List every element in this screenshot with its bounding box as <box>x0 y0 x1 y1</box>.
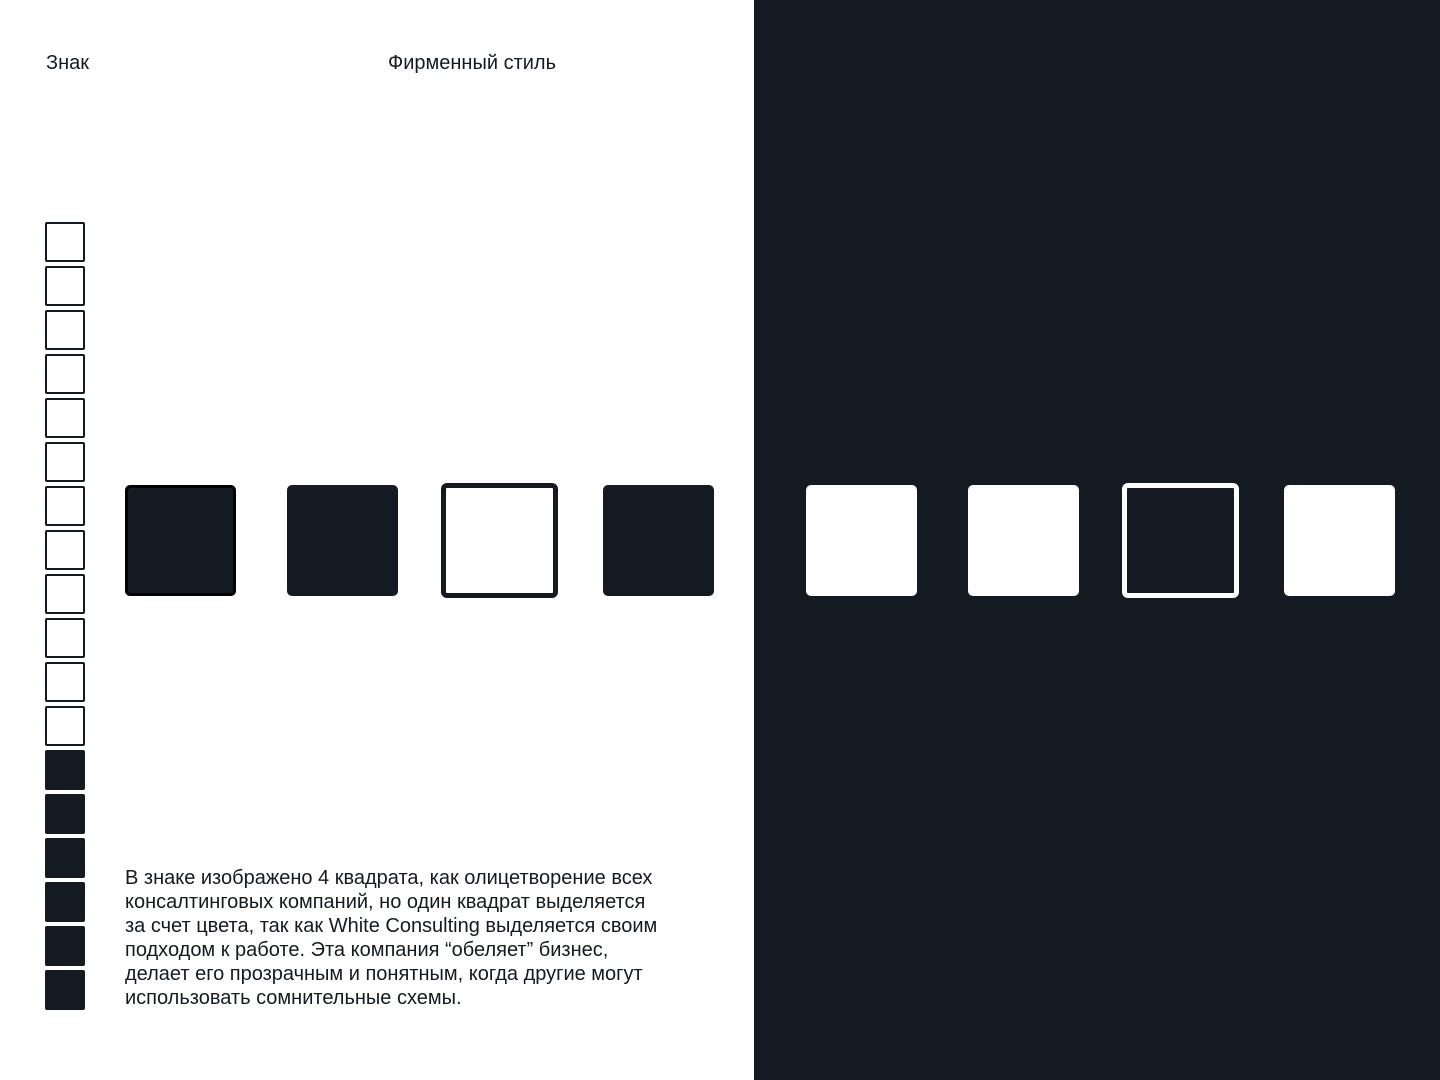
brand-style-label: Фирменный стиль <box>388 52 556 74</box>
outline-square-icon <box>45 266 85 306</box>
outline-square-icon <box>45 618 85 658</box>
logo-light-square-3-outline <box>441 483 558 598</box>
logo-dark-square-3-outline <box>1122 483 1239 598</box>
logo-light-square-4 <box>603 485 714 596</box>
outline-square-icon <box>45 398 85 438</box>
logo-dark-square-2 <box>968 485 1079 596</box>
solid-square-icon <box>45 838 85 878</box>
solid-square-icon <box>45 926 85 966</box>
outline-square-icon <box>45 530 85 570</box>
sign-label: Знак <box>46 52 89 74</box>
sign-description: В знаке изображено 4 квадрата, как олицетворение всех консалтинговых компаний, но один квадрат выделяется за счет цвета, так как White Consulting выделяется своим подходом к работе. Эта компания “обеляет” бизнес, делает его прозрачным и понятным, когда другие могут использовать сомнительные схемы. <box>125 867 658 1009</box>
outline-square-icon <box>45 310 85 350</box>
logo-dark-square-1 <box>806 485 917 596</box>
solid-square-icon <box>45 970 85 1010</box>
outline-square-icon <box>45 486 85 526</box>
logo-dark-square-4 <box>1284 485 1395 596</box>
outline-square-icon <box>45 222 85 262</box>
logo-light-square-1 <box>125 485 236 596</box>
outline-square-icon <box>45 662 85 702</box>
outline-square-icon <box>45 574 85 614</box>
outline-square-icon <box>45 442 85 482</box>
sign-square-stack <box>45 222 85 1014</box>
solid-square-icon <box>45 750 85 790</box>
solid-square-icon <box>45 882 85 922</box>
outline-square-icon <box>45 706 85 746</box>
solid-square-icon <box>45 794 85 834</box>
outline-square-icon <box>45 354 85 394</box>
logo-light-square-2 <box>287 485 398 596</box>
